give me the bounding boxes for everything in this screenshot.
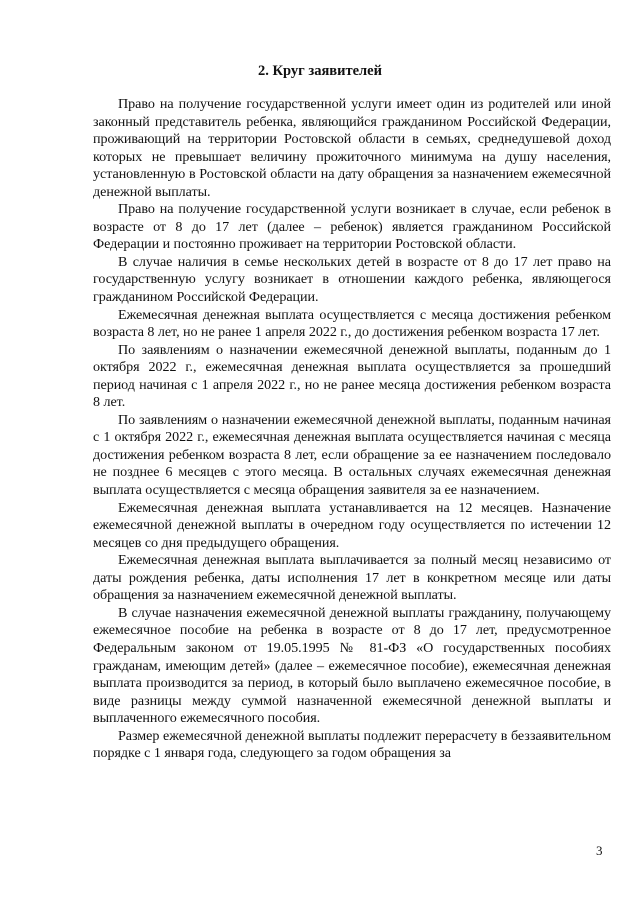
paragraph-7: Ежемесячная денежная выплата устанавливается на 12 месяцев. Назначение ежемесячной денежной выплаты в очередном году осуществляется по истечении 12 месяцев со дня предыдущего обращения. (93, 499, 611, 551)
paragraph-5: По заявлениям о назначении ежемесячной денежной выплаты, поданным до 1 октября 2022 г., ежемесячная денежная выплата осуществляется за прошедший период начиная с 1 апреля 2022 г., но не ранее месяца достижения ребенком возраста 8 лет. (93, 341, 611, 411)
paragraph-4: Ежемесячная денежная выплата осуществляется с месяца достижения ребенком возраста 8 лет, но не ранее 1 апреля 2022 г., до достижения ребенком возраста 17 лет. (93, 306, 611, 341)
paragraph-3: В случае наличия в семье нескольких детей в возрасте от 8 до 17 лет право на государственную услугу возникает в отношении каждого ребенка, являющегося гражданином Российской Федерации. (93, 253, 611, 306)
paragraph-2: Право на получение государственной услуги возникает в случае, если ребенок в возрасте от 8 до 17 лет (далее – ребенок) является гражданином Российской Федерации и постоянно проживает на территории Ростовской области. (93, 201, 611, 253)
document-body (93, 96, 611, 763)
paragraph-10: Размер ежемесячной денежной выплаты подлежит перерасчету в беззаявительном порядке с 1 января года, следующего за годом обращения за (93, 727, 611, 762)
section-heading: 2. Круг заявителей (258, 63, 382, 79)
paragraph-6: По заявлениям о назначении ежемесячной денежной выплаты, поданным начиная с 1 октября 2022 г., ежемесячная денежная выплата осуществляется начиная с месяца достижения ребенком возраста 8 лет, если обращение за ее назначением последовало не позднее 6 месяцев с этого месяца. В остальных случаях ежемесячная денежная выплата осуществляется с месяца обращения заявителя за ее назначением. (93, 411, 611, 499)
paragraph-1: Право на получение государственной услуги имеет один из родителей или иной законный представитель ребенка, являющийся гражданином Российской Федерации, проживающий на территории Ростовской области в семьях, среднедушевой доход которых не превышает величину прожиточного минимума на душу населения, установленную в Ростовской области на дату обращения за назначением ежемесячной денежной выплаты. (93, 96, 611, 200)
paragraph-9: В случае назначения ежемесячной денежной выплаты гражданину, получающему ежемесячное пособие на ребенка в возрасте от 8 до 17 лет, предусмотренное Федеральным законом от 19.05.1995 № 81-ФЗ «О государственных пособиях гражданам, имеющим детей» (далее – ежемесячное пособие), ежемесячная денежная выплата производится за период, в который было выплачено ежемесячное пособие, в виде разницы между суммой назначенной ежемесячной денежной выплаты и выплаченного ежемесячного пособия. (93, 604, 611, 727)
paragraph-8: Ежемесячная денежная выплата выплачивается за полный месяц независимо от даты рождения ребенка, даты исполнения 17 лет в конкретном месяце или даты обращения за назначением ежемесячной денежной выплаты. (93, 552, 611, 604)
page-number: 3 (596, 843, 603, 858)
